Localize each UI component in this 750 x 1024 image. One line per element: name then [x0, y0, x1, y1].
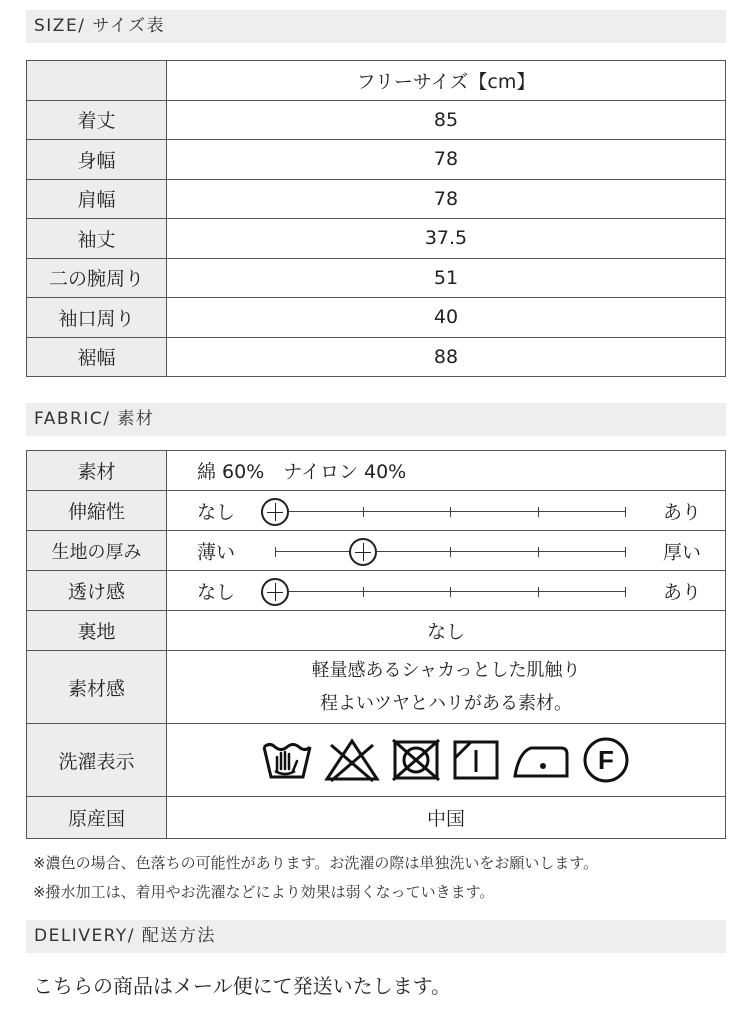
fabric-section-header: FABRIC/ 素材 — [26, 403, 726, 436]
size-label: 着丈 — [27, 100, 167, 140]
scale-tick — [363, 507, 364, 517]
scale-right-label: あり — [662, 581, 701, 603]
size-label: 二の腕周り — [27, 258, 167, 298]
table-row — [27, 258, 726, 298]
scale-tick — [363, 587, 364, 597]
transparency-scale — [167, 571, 726, 611]
size-value: 78 — [167, 140, 726, 180]
size-label: 裾幅 — [27, 337, 167, 377]
texture-line: 程よいツヤとハリがある素材。 — [320, 693, 572, 714]
scale-tick — [538, 507, 539, 517]
table-row — [27, 611, 726, 651]
table-row — [27, 571, 726, 611]
material-label: 素材 — [27, 451, 167, 491]
stretch-label: 伸縮性 — [27, 491, 167, 531]
size-label: 袖口周り — [27, 298, 167, 338]
material-value: 綿 60% ナイロン 40% — [167, 451, 726, 491]
scale-tick — [450, 547, 451, 557]
scale-marker — [261, 498, 289, 526]
scale-track — [275, 551, 625, 552]
scale-marker — [261, 578, 289, 606]
delivery-text: こちらの商品はメール便にて発送いたします。 — [33, 974, 451, 998]
transparency-label: 透け感 — [27, 571, 167, 611]
table-row — [27, 179, 726, 219]
table-row — [27, 531, 726, 571]
scale-tick — [625, 547, 626, 557]
scale-track — [275, 511, 625, 512]
table-row — [27, 140, 726, 180]
scale-track — [275, 591, 625, 592]
thickness-scale — [167, 531, 726, 571]
texture-label: 素材感 — [27, 651, 167, 724]
lining-value: なし — [167, 611, 726, 651]
scale-left-label: なし — [197, 501, 236, 523]
size-label: 袖丈 — [27, 219, 167, 259]
texture-line: 軽量感あるシャカっとした肌触り — [311, 660, 581, 681]
scale-tick — [625, 587, 626, 597]
table-row — [27, 724, 726, 797]
note-line: ※撥水加工は、着用やお洗濯などにより効果は弱くなっていきます。 — [33, 883, 495, 901]
scale-right-label: 厚い — [662, 541, 701, 563]
note-line: ※濃色の場合、色落ちの可能性があります。お洗濯の際は単独洗いをお願いします。 — [33, 854, 599, 872]
size-value: 37.5 — [167, 219, 726, 259]
table-row — [27, 100, 726, 140]
delivery-section-header: DELIVERY/ 配送方法 — [26, 920, 726, 953]
scale-tick — [625, 507, 626, 517]
table-row — [27, 337, 726, 377]
hand-wash-icon — [261, 739, 313, 781]
size-value: 85 — [167, 100, 726, 140]
thickness-label: 生地の厚み — [27, 531, 167, 571]
scale-tick — [450, 507, 451, 517]
table-row — [27, 219, 726, 259]
size-label: 身幅 — [27, 140, 167, 180]
lining-label: 裏地 — [27, 611, 167, 651]
size-table — [26, 60, 726, 377]
size-table-header-row — [27, 61, 726, 101]
low-iron-icon — [511, 738, 571, 782]
care-symbols — [167, 724, 726, 797]
table-row — [27, 491, 726, 531]
line-dry-shade-icon — [451, 738, 501, 782]
size-value: 51 — [167, 258, 726, 298]
scale-left-label: なし — [197, 581, 236, 603]
texture-value — [167, 651, 726, 724]
table-row — [27, 451, 726, 491]
no-bleach-icon — [323, 737, 381, 783]
size-table-corner — [27, 61, 167, 101]
size-value: 78 — [167, 179, 726, 219]
table-row — [27, 298, 726, 338]
scale-tick — [538, 587, 539, 597]
size-value: 40 — [167, 298, 726, 338]
scale-tick — [275, 547, 276, 557]
scale-right-label: あり — [662, 501, 701, 523]
dry-clean-f-letter: F — [598, 745, 614, 775]
origin-label: 原産国 — [27, 797, 167, 839]
fabric-table — [26, 450, 726, 839]
dry-clean-f-icon — [581, 735, 631, 785]
scale-marker — [349, 538, 377, 566]
stretch-scale — [167, 491, 726, 531]
table-row — [27, 651, 726, 724]
scale-left-label: 薄い — [197, 541, 236, 563]
care-label: 洗濯表示 — [27, 724, 167, 797]
scale-tick — [538, 547, 539, 557]
size-label: 肩幅 — [27, 179, 167, 219]
no-tumble-dry-icon — [391, 738, 441, 782]
size-section-header: SIZE/ サイズ表 — [26, 10, 726, 43]
table-row — [27, 797, 726, 839]
scale-tick — [450, 587, 451, 597]
origin-value: 中国 — [167, 797, 726, 839]
size-column-header: フリーサイズ【cm】 — [167, 61, 726, 101]
size-value: 88 — [167, 337, 726, 377]
